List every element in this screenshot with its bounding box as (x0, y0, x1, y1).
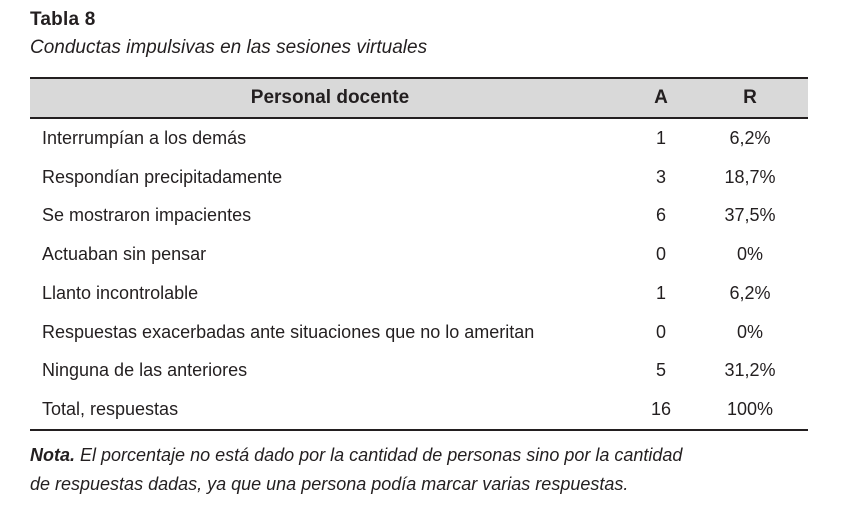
row-a-value: 5 (655, 360, 666, 381)
row-r-value: 18,7% (724, 166, 776, 187)
row-label: Se mostraron impacientes (42, 205, 252, 226)
header-col-a: A (654, 87, 668, 108)
data-table (30, 77, 808, 431)
row-r-value: 0% (736, 244, 763, 265)
table-row (30, 235, 808, 274)
table-caption: Conductas impulsivas en las sesiones virtuales (30, 37, 428, 58)
row-label: Ninguna de las anteriores (42, 360, 248, 381)
header-col-r: R (743, 87, 757, 108)
row-a-value: 1 (655, 282, 666, 303)
row-r-value: 31,2% (724, 360, 776, 381)
table-header-row (30, 77, 808, 119)
table-row (30, 352, 808, 391)
row-label: Interrumpían a los demás (42, 127, 247, 148)
note-text-line1: El porcentaje no está dado por la cantidad de personas sino por la cantidad (75, 445, 683, 465)
table-row (30, 274, 808, 313)
table-number-title: Tabla 8 (30, 9, 96, 30)
table-row (30, 313, 808, 352)
note-label: Nota. (30, 445, 75, 465)
row-a-value: 0 (655, 244, 666, 265)
table-row (30, 158, 808, 197)
row-label: Respuestas exacerbadas ante situaciones que no lo ameritan (42, 321, 535, 342)
row-a-value: 3 (655, 166, 666, 187)
row-a-value: 16 (650, 399, 672, 420)
row-a-value: 0 (655, 321, 666, 342)
row-label: Actuaban sin pensar (42, 244, 207, 265)
row-r-value: 37,5% (724, 205, 776, 226)
table-body (30, 119, 808, 431)
row-r-value: 6,2% (729, 282, 771, 303)
table-note (30, 441, 682, 499)
row-label: Respondían precipitadamente (42, 166, 283, 187)
table-row-total (30, 390, 808, 429)
row-a-value: 6 (655, 205, 666, 226)
row-a-value: 1 (655, 127, 666, 148)
header-personal-docente: Personal docente (250, 87, 410, 108)
table-row (30, 197, 808, 236)
row-r-value: 6,2% (729, 127, 771, 148)
table-row (30, 119, 808, 158)
row-r-value: 100% (726, 399, 774, 420)
row-r-value: 0% (736, 321, 763, 342)
row-label: Total, respuestas (42, 399, 179, 420)
note-text-line2: de respuestas dadas, ya que una persona podía marcar varias respuestas. (30, 474, 629, 494)
row-label: Llanto incontrolable (42, 282, 199, 303)
